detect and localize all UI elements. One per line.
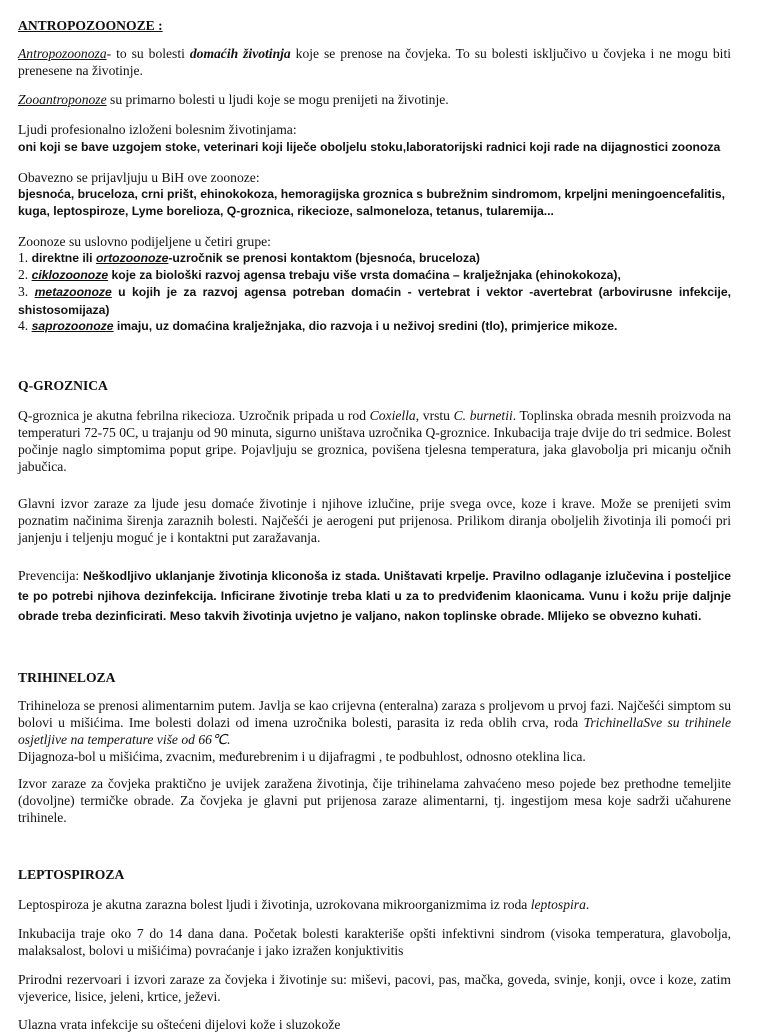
text-segment: koje za biološki razvoj agensa trebaju više vrsta domaćina – kralježnjaka (ehinokokoza), [108, 268, 621, 282]
text-segment: Q-groznica je akutna febrilna rikecioza. Uzročnik pripada u rod [18, 408, 370, 423]
text-segment: direktne ili [31, 251, 96, 265]
text-segment: koje se prenose na čovjeka. To su bolesti isključivo u čovjeka i ne mogu biti prenesene na životinje. [18, 46, 731, 78]
text-segment: -uzročnik se prenosi kontaktom (bjesnoća, bruceloza) [168, 251, 480, 265]
group-item-1 [18, 249, 731, 267]
text-segment: u kojih je za razvoj agensa potreban domaćin - vertebrat i vektor -avertebrat (arbovirusne infekcije, shistosomijaza) [18, 285, 731, 317]
paragraph-q-groznica-description [18, 407, 731, 475]
term-ortozoonoze: ortozoonoze [95, 251, 169, 265]
paragraph-leptospiroza-incubation: Inkubacija traje oko 7 do 14 dana dana. Početak bolesti karakteriše opšti infektivni sindrom (visoka temperatura, glavobolja, malaksalost, bolovi u mišićima) povraćanje i jako izražen konjuktivitis [18, 926, 731, 958]
term-ciklozoonoze: ciklozoonoze [31, 268, 109, 282]
paragraph-antropozoonoza-definition [18, 45, 731, 79]
genus-coxiella: Coxiella [369, 408, 416, 423]
text-segment: Trihineloza se prenosi alimentarnim putem. Javlja se kao crijevna (enteralna) zaraza s proljevom u prvoj fazi. Najčešći simptom su bolovi u mišićima. Ime bolesti dolazi od imena uzročnika bolesti, parasita iz reda oblih crva, roda [18, 698, 731, 730]
group-item-3 [18, 283, 731, 319]
group-item-4 [18, 317, 731, 335]
section-title-q-groznica: Q-GROZNICA [18, 378, 108, 393]
emphasis-domacih-zivotinja: domaćih životinja [189, 46, 291, 61]
list-number: 3. [18, 284, 35, 299]
paragraph-trihineloza-source: Izvor zaraze za čovjeka praktično je uvijek zaražena životinja, čije trihinelama zahvaćeno meso pojede bez prethodne temeljite (dovoljne) termičke obrade. Za čovjeka je glavni put prijenosa zaraze alimentarni, tj. ingestijom mesa koje sadrži učahurene trihinele. [18, 776, 731, 825]
group-item-2 [18, 266, 731, 284]
paragraph-leptospiroza-reservoirs: Prirodni rezervoari i izvori zaraze za čovjeka i životinje su: miševi, pacovi, pas, mačka, goveda, svinje, konji, ovce i koze, zatim vjeverice, lisice, jeleni, krtice, ježevi. [18, 972, 731, 1004]
paragraph-zooantroponoze-definition [18, 91, 731, 108]
paragraph-q-groznica-source: Glavni izvor zaraze za ljude jesu domaće životinje i njihove izlučine, prije svega ovce, koze i krave. Može se prenijeti svim poznatim načinima širenja zaraznih bolesti. Najčešći je aerogeni put prijenosa. Prilikom diranja oboljelih životinja ili pomoći pri janjenju i teljenju moguć je i kontaktni put zaražavanja. [18, 496, 731, 545]
list-number: 2. [18, 267, 32, 282]
term-metazoonoze: metazoonoze [34, 285, 112, 299]
paragraph-professional-exposure-list: oni koji se bave uzgojem stoke, veterinari koji liječe oboljelu stoku,laboratorijski radnici koji rade na dijagnostici zoonoza [18, 140, 721, 154]
text-segment: su primarno bolesti u ljudi koje se mogu prenijeti na životinje. [106, 92, 449, 107]
paragraph-leptospiroza-entry: Ulazna vrata infekcije su oštećeni dijelovi kože i sluzokože [18, 1017, 341, 1032]
text-segment: . Toplinska obrada mesnih proizvoda na temperaturi 72-75 0C, u trajanju od 90 minuta, sigurno uništava uzročnika Q-groznice. Inkubacija traje dvije do tri sedmice. Bolest počinje naglo simptomima poput gripe. Pojavljuju se groznica, povišena tjelesna temperatura, jaka glavobolja pri micanju očnih jabučica. [18, 408, 731, 474]
prevention-label: Prevencija: [18, 568, 84, 583]
paragraph-reportable-list: bjesnoća, bruceloza, crni prišt, ehinokokoza, hemoragijska groznica s bubrežnim sindromom, krpeljni meningoencefalitis, kuga, leptospiroze, Lyme borelioza, Q-groznica, rikecioze, salmoneloza, tetanus, tularemija... [18, 187, 726, 218]
term-antropozoonoza: Antropozoonoza [18, 46, 107, 61]
paragraph-leptospiroza-description [18, 896, 731, 913]
text-segment: imaju, uz domaćina kralježnjaka, dio razvoja i u neživoj sredini (tlo), primjerice mikoze. [113, 319, 618, 333]
term-saprozoonoze: saprozoonoze [31, 319, 114, 333]
paragraph-trihineloza-description [18, 697, 731, 765]
genus-leptospira: leptospira [530, 897, 586, 912]
section-title-leptospiroza: LEPTOSPIROZA [18, 867, 125, 882]
species-c-burnetii: C. burnetii [453, 408, 513, 423]
groups-intro: Zoonoze su uslovno podijeljene u četiri grupe: [18, 234, 271, 249]
text-segment: , vrstu [415, 408, 454, 423]
text-segment: - to su bolesti [106, 46, 190, 61]
text-segment: . [585, 897, 590, 912]
paragraph-professional-exposure-intro: Ljudi profesionalno izloženi bolesnim životinjama: [18, 122, 297, 137]
list-number: 4. [18, 318, 32, 333]
list-number: 1. [18, 250, 32, 265]
text-segment-diagnosis: Dijagnoza-bol u mišićima, zvacnim, međurebrenim i u dijafragmi , te podbuhlost, odnosno oteklina lica. [18, 749, 586, 764]
term-zooantroponoze: Zooantroponoze [18, 92, 107, 107]
paragraph-q-groznica-prevention [18, 566, 731, 626]
text-segment: Leptospiroza je akutna zarazna bolest ljudi i životinja, uzrokovana mikroorganizmima iz roda [18, 897, 531, 912]
section-title-antropozoonoze: ANTROPOZOONOZE : [18, 18, 163, 33]
genus-trichinella: TrichinellaSve su trihinele osjetljive na temperature više od 66℃. [18, 715, 731, 747]
paragraph-reportable-intro: Obavezno se prijavljuju u BiH ove zoonoze: [18, 170, 260, 185]
section-title-trihineloza: TRIHINELOZA [18, 670, 116, 685]
prevention-text: Neškodljivo uklanjanje životinja kliconoša iz stada. Uništavati krpelje. Pravilno odlaganje izlučevina i posteljice te po potrebi njihova dezinfekcija. Inficirane životinje treba klati u za to predviđenim klaonicama. Vunu i kožu prije daljnje obrade treba dezinficirati. Meso takvih životinja uvjetno je valjano, nakon toplinske obrade. Mlijeko se obvezno kuhati. [18, 569, 731, 623]
